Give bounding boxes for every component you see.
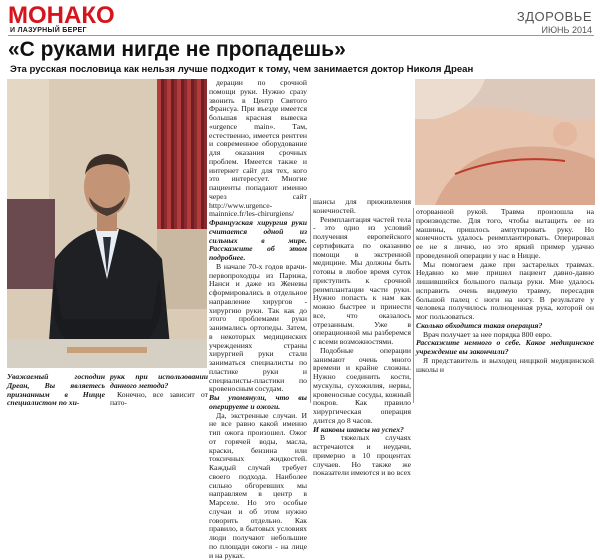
column-divider [413, 208, 414, 403]
article-column-intro-2 [110, 373, 208, 406]
article-headline: «С руками нигде не пропадешь» [8, 38, 346, 62]
paragraph: Да, экстренные случаи. И не все равно какой именно тип ожога произошел. Ожог от горячей воды, масла, краски, бензина или токсичных жидкостей. Каждый случай требует своего подхода. Наиболее сильно обгоревших мы направляем в центр в Марселе. Но это особые случаи и об этом нужно говорить отдельно. Как правило, в бытовых условиях люди получают небольшие по площади ожоги - на лице и на руках. [209, 412, 307, 560]
article-column-3 [416, 208, 594, 403]
article-column-1 [209, 79, 307, 403]
issue-date: ИЮНЬ 2014 [542, 25, 593, 35]
section-title: ЗДОРОВЬЕ [517, 9, 592, 24]
paragraph: Мы помогаем даже при застарелых травмах. Недавно ко мне пришел пациент давно-давно лишившийся большого пальца руки. Мне удалось исправить очень видимую травму, пересадив большой палец с ноги на ногу. В результате у человека получилось полноценная рука, которой он мог пользоваться. [416, 261, 594, 322]
paragraph: Врач получает за нее порядка 800 евро. [416, 331, 594, 340]
doctor-photo [7, 79, 207, 368]
header-rule [8, 35, 594, 36]
magazine-subtitle: И ЛАЗУРНЫЙ БЕРЕГ [10, 27, 87, 34]
column-divider [310, 198, 311, 403]
article-column-2 [313, 198, 411, 403]
interview-question: Вы упомянули, что вы оперируете и ожоги. [209, 394, 307, 412]
paragraph: дерации по срочной помощи руки. Нужно сразу звонить в Центр Святого Франсуа. При въезде имеется большая красная вывеска «urgence main». Там, естественно, имеется рентген и современное оборудование для оказания срочных проблем. Имеется также и интернет сайт для тех, кого это интересует. Многие пациенты попадают именно через сайт http://www.urgence-mainnice.fr/les-chirurgiens/ [209, 79, 307, 219]
paragraph: шансы для приживления конечностей. [313, 198, 411, 216]
article-column-intro [7, 373, 105, 406]
hand-photo [415, 79, 595, 205]
interview-question: рукк при использовании данного метода? [110, 373, 208, 391]
paragraph: оторванной рукой. Травма произошла на производстве. Для того, чтобы вытащить ее из машины, пришлось ампутировать руку. Но конечность удалось реимплантировать. Оперировал ее не я лично, но это яркий пример удачно проведенной операции у нас в Ницце. [416, 208, 594, 261]
paragraph: В тяжелых случаях встречаются и неудачи, примерно в 10 процентах случаев. Но также же показатели имеются и во всех [313, 434, 411, 478]
article-lead: Эта русская пословица как нельзя лучше подходит к тому, чем занимается доктор Николя Дреан [10, 64, 473, 75]
interview-question: Расскажите немного о себе. Какое медицинское учреждение вы закончили? [416, 339, 594, 357]
paragraph: Реимплантация частей тела - это одно из условий получения европейского сертификата по оказанию помощи в экстренной медицине. Мы должны быть готовы в любое время суток приступить к срочной реимплантации части руки. Нужно попасть к нам как можно быстрее и принести все, что оказалось отрезанным. Уже в операционной мы разберемся с всеми возможностями. [313, 216, 411, 347]
interview-question: Французская хирургия руки считается одной из сильных в мире. Расскажите об этом подробнее. [209, 219, 307, 263]
paragraph: Конечно, все зависит от пато- [110, 391, 208, 409]
interview-question: Сколько обходится такая операция? [416, 322, 594, 331]
paragraph: В начале 70-х годов врачи-первопроходцы из Парижа, Нанси и даже из Женевы сформировались в отдельное направление хирургов - хирургию руки. Так как до этого проблемами руки занимались ортопеды. Затем, в некоторых медицинских учреждениях страны хирургией руки стали заниматься специалисты по пластике руки и специалисты-пластики по кровеносным сосудам. [209, 263, 307, 394]
paragraph: Я представитель и выходец ниццкой медицинской школы и [416, 357, 594, 375]
interview-question: И каковы шансы на успех? [313, 426, 411, 435]
paragraph: Подобные операции занимают очень много времени и крайне сложны. Нужно соединить кости, мускулы, сухожилия, нервы, кровеносные сосуды, кожный покров. Как правило хирургическая операция длится до 8 часов. [313, 347, 411, 426]
interview-question: Уважаемый господин Дреан, Вы являетесь признанным в Ницце специалистом по хи- [7, 373, 105, 408]
magazine-logo: МОНАКО [8, 4, 115, 28]
